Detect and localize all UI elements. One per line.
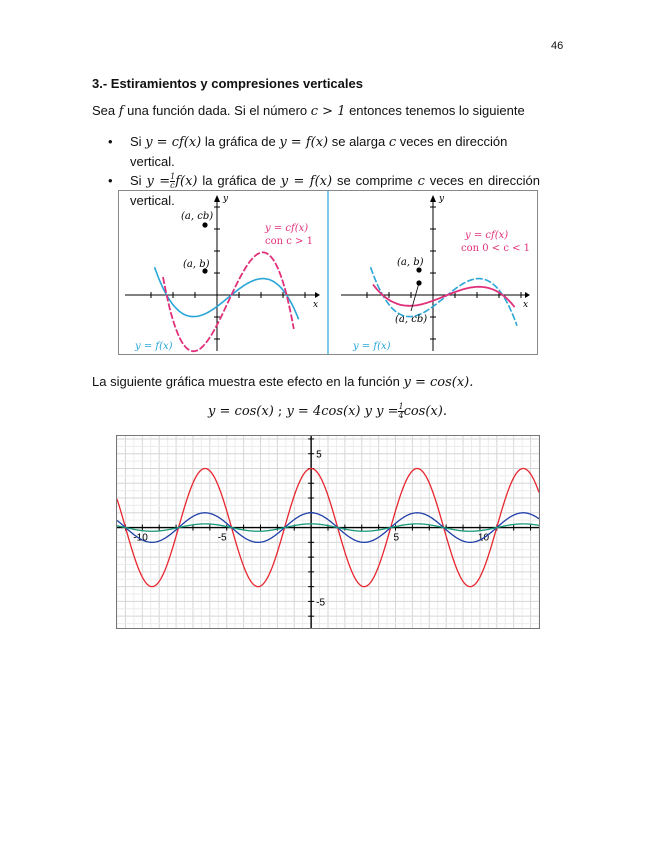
y-tick-label: 5 bbox=[316, 449, 322, 461]
x-tick-label: 5 bbox=[393, 532, 400, 544]
bullet-text: veces en dirección bbox=[424, 173, 540, 188]
right-curve-label-2: con 0 < c < 1 bbox=[461, 243, 531, 254]
bullet-text: la gráfica de bbox=[201, 134, 280, 149]
eq-quarter-pre: y = bbox=[376, 404, 399, 419]
chart-grid bbox=[117, 436, 539, 628]
bullet-text-continued: vertical. bbox=[130, 193, 175, 208]
right-x-arrow-icon bbox=[525, 292, 530, 298]
frac-num: 1 bbox=[398, 402, 404, 411]
left-base-curve bbox=[155, 267, 299, 319]
right-base-label: y = f(x) bbox=[353, 341, 391, 352]
left-axis-y-label: y bbox=[223, 194, 229, 204]
equations-line bbox=[0, 403, 655, 420]
right-point-pointer bbox=[411, 283, 419, 311]
left-curve-label-2: con c > 1 bbox=[265, 236, 313, 247]
frac-den: 4 bbox=[398, 411, 404, 420]
after-text-eq: y = cos(x). bbox=[403, 375, 474, 390]
bullet-eq-post: f(x) bbox=[175, 174, 198, 189]
cosine-chart-svg bbox=[117, 436, 539, 628]
y-tick-label: -5 bbox=[316, 597, 326, 609]
eq-separator: ; bbox=[273, 404, 287, 419]
after-figure-text bbox=[92, 374, 473, 390]
x-tick-label: -5 bbox=[217, 532, 227, 544]
eq-cos: y = cos(x) bbox=[208, 404, 274, 419]
right-point-top-label: (a, b) bbox=[397, 257, 424, 268]
right-y-arrow-icon bbox=[430, 195, 436, 202]
bullet-text: la gráfica de bbox=[197, 173, 281, 188]
bullet-eq2: y = f(x) bbox=[280, 174, 333, 189]
bullet-c: c bbox=[417, 174, 425, 189]
frac-num: 1 bbox=[170, 172, 176, 182]
right-axis-x-label: x bbox=[523, 300, 529, 310]
right-axis-y-label: y bbox=[439, 194, 445, 204]
eq-4cos: y = 4cos(x) bbox=[286, 404, 361, 419]
bullet-eq: y = cf(x) bbox=[145, 135, 202, 150]
cosine-graph bbox=[116, 435, 540, 629]
eq-quarter-post: cos(x). bbox=[403, 404, 447, 419]
bullet-eq2: y = f(x) bbox=[279, 135, 329, 150]
intro-suffix: entonces tenemos lo siguiente bbox=[345, 103, 525, 118]
frac-den: c bbox=[170, 181, 175, 191]
right-compressed-curve bbox=[373, 285, 515, 308]
right-axis-ticks bbox=[367, 207, 521, 339]
left-y-arrow-icon bbox=[214, 195, 220, 202]
x-tick-label: -10 bbox=[133, 532, 148, 544]
after-text-prefix: La siguiente gráfica muestra este efecto en la función bbox=[92, 374, 404, 389]
intro-prefix: Sea bbox=[92, 103, 119, 118]
left-axis-x-label: x bbox=[313, 300, 319, 310]
intro-f: f bbox=[118, 104, 124, 119]
bullet-c: c bbox=[388, 135, 397, 150]
eq-and: y bbox=[360, 404, 377, 419]
left-point-top bbox=[202, 222, 207, 227]
bullet-eq-pre: y = bbox=[146, 174, 171, 189]
bullet-text: se comprime bbox=[332, 173, 418, 188]
bullet-si: Si bbox=[130, 134, 142, 149]
bullet-si: Si bbox=[130, 173, 142, 188]
left-curve-label-1: y = cf(x) bbox=[265, 223, 309, 234]
left-x-arrow-icon bbox=[315, 292, 320, 298]
left-point-mid-label: (a, b) bbox=[183, 259, 210, 270]
bullet-text: se alarga bbox=[328, 134, 389, 149]
right-curve-label-1: y = cf(x) bbox=[465, 230, 509, 241]
page-number: 46 bbox=[551, 40, 564, 52]
bullet-stretch bbox=[108, 132, 540, 171]
left-base-label: y = f(x) bbox=[135, 341, 173, 352]
intro-condition: c > 1 bbox=[310, 104, 346, 119]
right-point-top bbox=[416, 267, 421, 272]
left-point-top-label: (a, cb) bbox=[181, 211, 214, 222]
intro-paragraph bbox=[92, 103, 525, 119]
intro-middle: una función dada. Si el número bbox=[123, 103, 311, 118]
right-point-bottom-label: (a, cb) bbox=[395, 314, 428, 325]
stretch-compress-figure bbox=[118, 190, 538, 355]
bullet-text: veces en dirección vertical. bbox=[130, 134, 508, 169]
section-heading: 3.- Estiramientos y compresiones verticales bbox=[92, 76, 363, 91]
figure-svg bbox=[119, 191, 537, 354]
x-tick-label: 10 bbox=[477, 532, 490, 544]
